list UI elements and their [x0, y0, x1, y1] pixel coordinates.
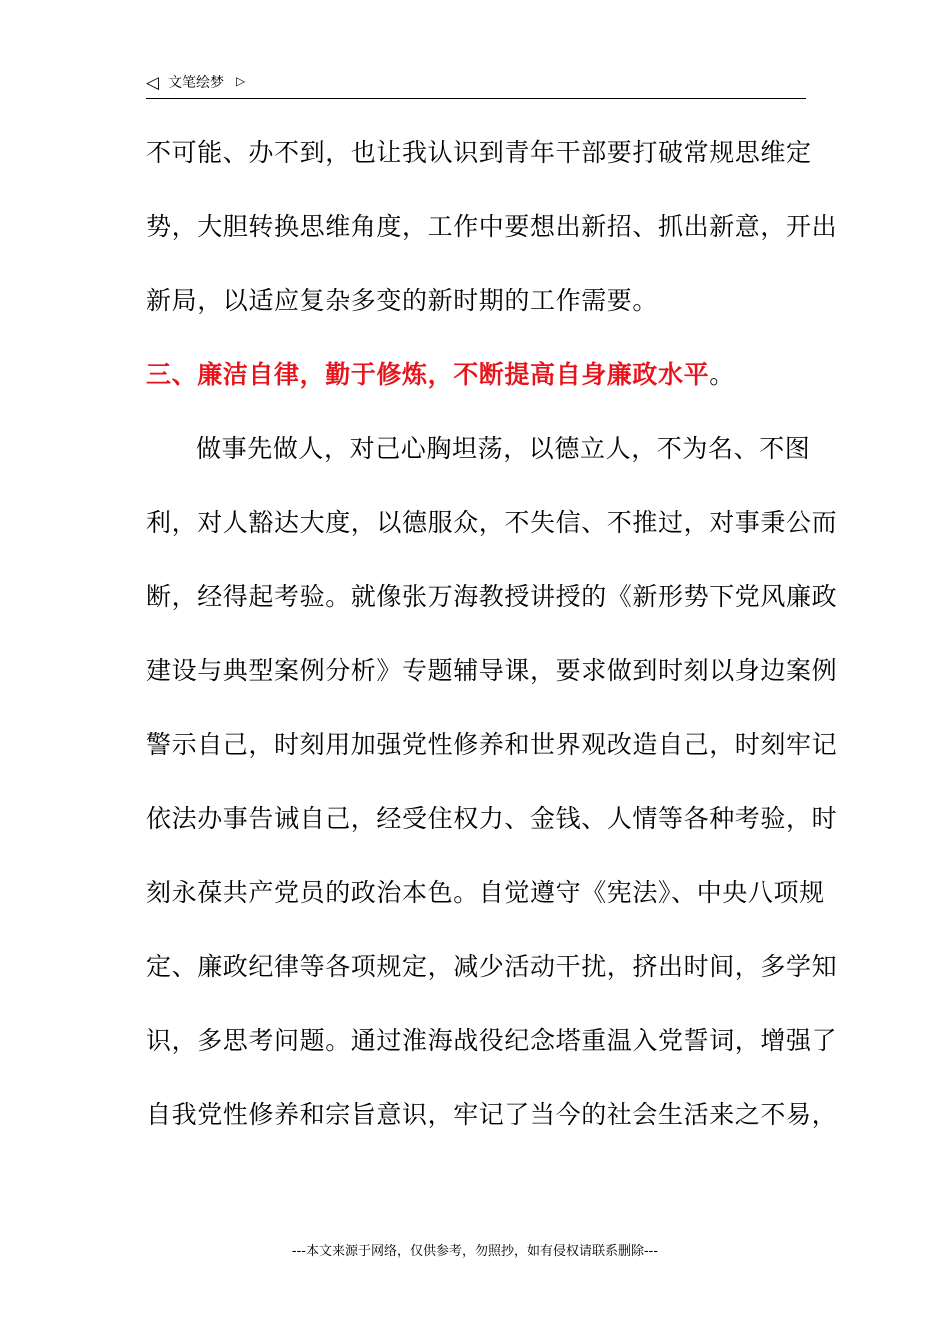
document-body [146, 116, 838, 1152]
paragraph-line: 建设与典型案例分析》专题辅导课，要求做到时刻以身边案例 [146, 656, 838, 685]
paragraph-line: 依法办事告诫自己，经受住权力、金钱、人情等各种考验，时 [146, 804, 838, 833]
section-heading-period: 。 [709, 360, 735, 389]
paragraph-line: 不可能、办不到，也让我认识到青年干部要打破常规思维定 [146, 138, 812, 167]
triangle-left-icon: ◁ [146, 73, 160, 93]
paragraph-line: 势，大胆转换思维角度，工作中要想出新招、抓出新意，开出 [146, 212, 838, 241]
page-header [146, 72, 806, 99]
header-title: 文笔绘梦 [168, 75, 224, 91]
paragraph-line: 识，多思考问题。通过淮海战役纪念塔重温入党誓词，增强了 [146, 1026, 838, 1055]
triangle-right-icon: ▷ [236, 74, 246, 88]
paragraph-line: 利，对人豁达大度，以德服众，不失信、不推过，对事秉公而 [146, 508, 838, 537]
paragraph-line: 自我党性修养和宗旨意识，牢记了当今的社会生活来之不易， [146, 1100, 838, 1129]
paragraph-line: 定、廉政纪律等各项规定，减少活动干扰，挤出时间，多学知 [146, 952, 838, 981]
paragraph-line: 做事先做人，对己心胸坦荡，以德立人，不为名、不图 [196, 434, 811, 463]
paragraph-line: 断，经得起考验。就像张万海教授讲授的《新形势下党风廉政 [146, 582, 838, 611]
section-heading-text: 三、廉洁自律，勤于修炼，不断提高自身廉政水平 [146, 360, 710, 389]
paragraph-line: 刻永葆共产党员的政治本色。自觉遵守《宪法》、中央八项规 [146, 878, 825, 907]
page-footer: ---本文来源于网络，仅供参考，勿照抄，如有侵权请联系删除--- [291, 1244, 659, 1259]
paragraph-line: 新局，以适应复杂多变的新时期的工作需要。 [146, 286, 659, 315]
section-heading [146, 338, 806, 412]
paragraph-line: 警示自己，时刻用加强党性修养和世界观改造自己，时刻牢记 [146, 730, 838, 759]
